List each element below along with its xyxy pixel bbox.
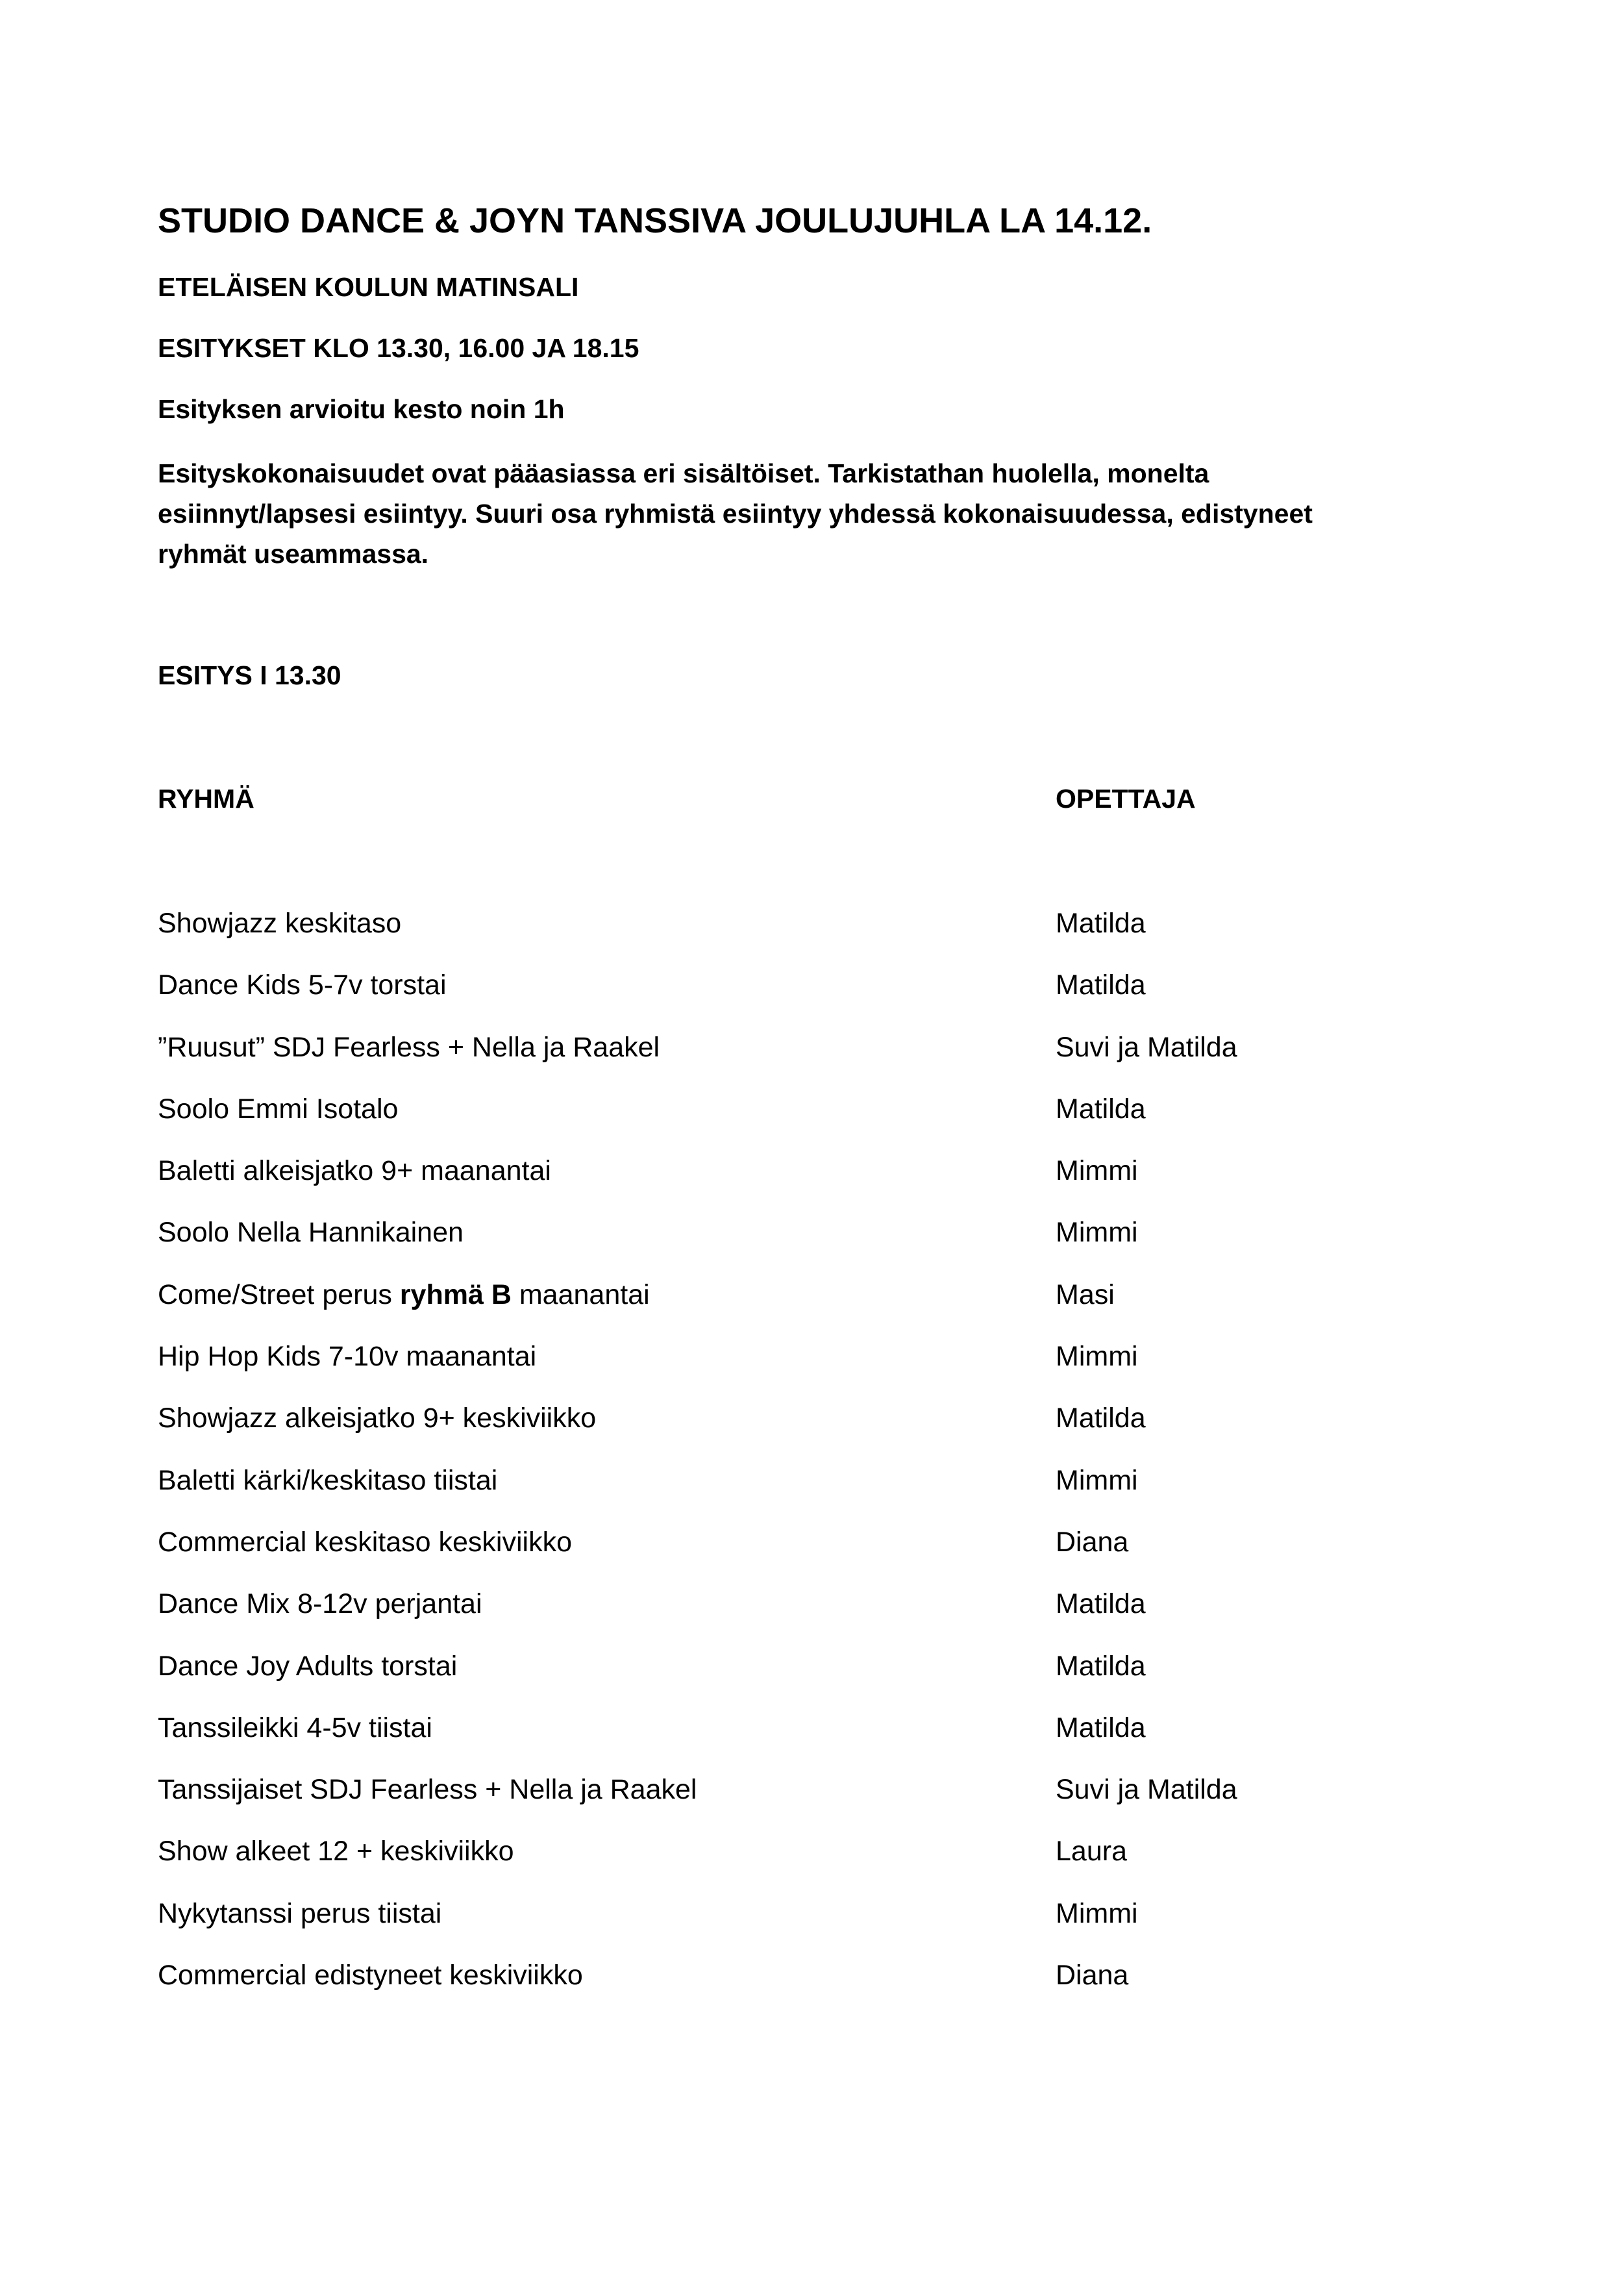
table-row — [0, 1401, 1623, 1463]
group-cell: Baletti alkeisjatko 9+ maanantai — [158, 1155, 551, 1187]
group-cell-emphasis: ryhmä B — [399, 1279, 512, 1310]
group-cell-text: maanantai — [511, 1279, 650, 1310]
group-cell: Baletti kärki/keskitaso tiistai — [158, 1464, 498, 1496]
group-cell-text: Come/Street perus — [158, 1279, 400, 1310]
group-cell: Soolo Nella Hannikainen — [158, 1217, 464, 1249]
venue-line: ETELÄISEN KOULUN MATINSALI — [158, 272, 579, 302]
column-header-group: RYHMÄ — [158, 784, 254, 814]
group-cell: Dance Mix 8-12v perjantai — [158, 1588, 482, 1620]
column-header-teacher: OPETTAJA — [1056, 784, 1196, 814]
group-cell: Dance Joy Adults torstai — [158, 1650, 458, 1682]
table-row — [0, 1958, 1623, 2020]
group-cell: Tanssijaiset SDJ Fearless + Nella ja Raakel — [158, 1774, 697, 1806]
table-row — [0, 1587, 1623, 1649]
group-cell: Tanssileikki 4-5v tiistai — [158, 1712, 432, 1743]
group-cell: Commercial edistyneet keskiviikko — [158, 1960, 583, 1991]
document-title: STUDIO DANCE & JOYN TANSSIVA JOULUJUHLA LA 14.12. — [158, 201, 1152, 240]
table-row — [0, 968, 1623, 1030]
table-row — [0, 1340, 1623, 1401]
info-paragraph — [158, 453, 1456, 574]
table-row — [0, 1649, 1623, 1711]
group-cell: Showjazz keskitaso — [158, 908, 402, 939]
show-times-line: ESITYKSET KLO 13.30, 16.00 JA 18.15 — [158, 333, 639, 363]
table-row — [0, 1154, 1623, 1216]
teacher-cell: Matilda — [1056, 1588, 1146, 1620]
teacher-cell: Mimmi — [1056, 1155, 1138, 1187]
teacher-cell: Matilda — [1056, 908, 1146, 939]
table-row — [0, 1525, 1623, 1587]
group-cell: Hip Hop Kids 7-10v maanantai — [158, 1341, 537, 1373]
teacher-cell: Suvi ja Matilda — [1056, 1031, 1237, 1063]
group-cell: Commercial keskitaso keskiviikko — [158, 1526, 572, 1558]
group-cell: Dance Kids 5-7v torstai — [158, 969, 447, 1001]
teacher-cell: Laura — [1056, 1836, 1127, 1867]
teacher-cell: Masi — [1056, 1279, 1115, 1310]
teacher-cell: Mimmi — [1056, 1217, 1138, 1249]
group-cell — [158, 1278, 650, 1312]
teacher-cell: Matilda — [1056, 1403, 1146, 1434]
table-row — [0, 1216, 1623, 1277]
table-row — [0, 1897, 1623, 1958]
table-row — [0, 906, 1623, 968]
table-row — [0, 1464, 1623, 1525]
group-cell: Nykytanssi perus tiistai — [158, 1897, 442, 1929]
teacher-cell: Suvi ja Matilda — [1056, 1774, 1237, 1806]
teacher-cell: Mimmi — [1056, 1897, 1138, 1929]
group-cell: Soolo Emmi Isotalo — [158, 1093, 399, 1125]
schedule-table — [0, 906, 1623, 2020]
info-paragraph-line: esiinnyt/lapsesi esiintyy. Suuri osa ryhmistä esiintyy yhdessä kokonaisuudessa, edistyneet — [158, 499, 1313, 529]
info-paragraph-line: ryhmät useammassa. — [158, 539, 429, 569]
table-row — [0, 1773, 1623, 1834]
show-heading: ESITYS I 13.30 — [158, 660, 341, 690]
teacher-cell: Mimmi — [1056, 1464, 1138, 1496]
table-row — [0, 1711, 1623, 1773]
group-cell: Showjazz alkeisjatko 9+ keskiviikko — [158, 1403, 597, 1434]
table-row — [0, 1030, 1623, 1092]
table-row — [0, 1834, 1623, 1896]
group-cell: ”Ruusut” SDJ Fearless + Nella ja Raakel — [158, 1031, 660, 1063]
group-cell: Show alkeet 12 + keskiviikko — [158, 1836, 514, 1867]
teacher-cell: Matilda — [1056, 969, 1146, 1001]
teacher-cell: Diana — [1056, 1526, 1129, 1558]
table-row — [0, 1278, 1623, 1340]
info-paragraph-line: Esityskokonaisuudet ovat pääasiassa eri sisältöiset. Tarkistathan huolella, monelta — [158, 458, 1209, 488]
teacher-cell: Diana — [1056, 1960, 1129, 1991]
duration-line: Esityksen arvioitu kesto noin 1h — [158, 394, 565, 424]
teacher-cell: Matilda — [1056, 1093, 1146, 1125]
table-row — [0, 1092, 1623, 1154]
teacher-cell: Matilda — [1056, 1712, 1146, 1743]
teacher-cell: Matilda — [1056, 1650, 1146, 1682]
teacher-cell: Mimmi — [1056, 1341, 1138, 1373]
